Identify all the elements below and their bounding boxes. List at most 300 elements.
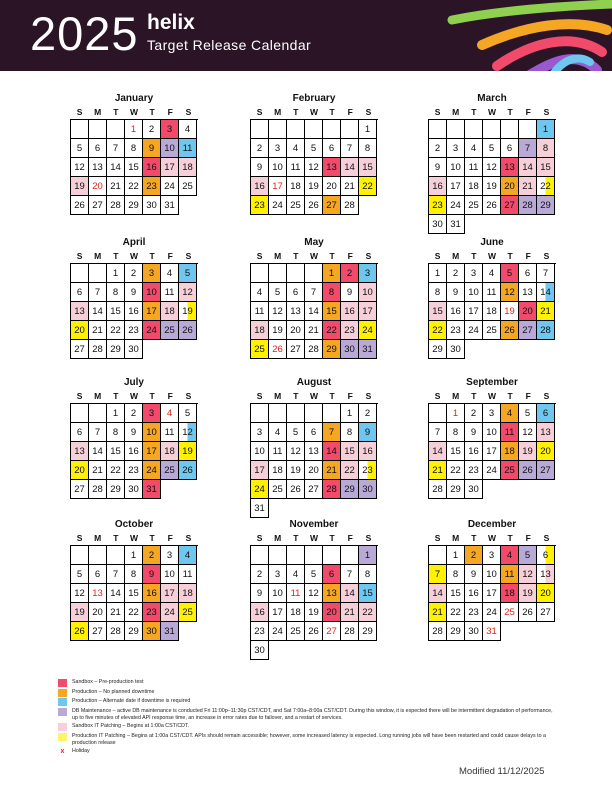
day-cell: 26: [179, 321, 197, 340]
empty-cell: [341, 546, 359, 565]
day-cell: 12: [71, 584, 89, 603]
month-grid: [428, 545, 556, 641]
day-cell: 14: [305, 302, 323, 321]
day-cell: 7: [89, 423, 107, 442]
weekday-label: T: [507, 107, 513, 117]
month-grid: [428, 403, 556, 499]
day-cell: 17: [483, 584, 501, 603]
day-cell: 1: [125, 120, 143, 139]
legend-swatch: [58, 708, 67, 716]
day-cell: 6: [537, 546, 555, 565]
day-cell: 13: [89, 584, 107, 603]
day-cell: 29: [429, 340, 447, 359]
empty-cell: [447, 120, 465, 139]
empty-cell: [287, 404, 305, 423]
day-cell: 1: [359, 546, 377, 565]
day-cell: 13: [537, 565, 555, 584]
day-cell: 13: [323, 584, 341, 603]
day-cell: 18: [179, 158, 197, 177]
empty-cell: [429, 546, 447, 565]
empty-cell: [71, 264, 89, 283]
day-cell: 26: [501, 321, 519, 340]
day-cell: 3: [143, 404, 161, 423]
weekday-label: W: [309, 251, 318, 261]
month-title: October: [114, 519, 154, 530]
day-cell: 24: [483, 603, 501, 622]
day-cell: 29: [107, 340, 125, 359]
day-cell: 1: [107, 404, 125, 423]
day-cell: 26: [71, 622, 89, 641]
day-cell: 24: [359, 321, 377, 340]
day-cell: 16: [359, 442, 377, 461]
day-cell: 8: [359, 565, 377, 584]
empty-cell: [179, 196, 197, 215]
empty-cell: [89, 120, 107, 139]
empty-cell: [287, 546, 305, 565]
day-cell: 20: [537, 442, 555, 461]
day-cell: 8: [107, 283, 125, 302]
day-cell: 10: [143, 283, 161, 302]
month-grid: [70, 263, 198, 359]
weekday-label: W: [129, 391, 138, 401]
legend-item-yellow: [58, 733, 558, 747]
weekday-label: M: [274, 107, 282, 117]
day-cell: 25: [287, 622, 305, 641]
day-cell: 4: [501, 546, 519, 565]
day-cell: 14: [537, 283, 555, 302]
legend-text: Sandbox – Pre-production test: [72, 679, 144, 685]
day-cell: 20: [89, 603, 107, 622]
weekday-label: S: [185, 533, 192, 543]
empty-cell: [429, 120, 447, 139]
empty-cell: [269, 404, 287, 423]
day-cell: 8: [341, 423, 359, 442]
weekday-label: M: [274, 251, 282, 261]
empty-cell: [251, 404, 269, 423]
empty-cell: [519, 622, 537, 641]
day-cell: 21: [107, 177, 125, 196]
weekday-label: T: [329, 107, 335, 117]
day-cell: 29: [125, 622, 143, 641]
day-cell: 4: [161, 264, 179, 283]
weekday-label: S: [76, 391, 83, 401]
weekday-label: T: [471, 533, 477, 543]
day-cell: 19: [483, 177, 501, 196]
day-cell: 19: [179, 442, 197, 461]
day-cell: 14: [429, 584, 447, 603]
day-cell: 17: [161, 158, 179, 177]
header-banner: [0, 0, 612, 71]
day-cell: 20: [305, 461, 323, 480]
day-cell: 19: [305, 603, 323, 622]
weekday-label: T: [507, 251, 513, 261]
day-cell: 7: [107, 565, 125, 584]
day-cell: 31: [161, 196, 179, 215]
month-january: [54, 92, 214, 215]
day-cell: 15: [125, 158, 143, 177]
day-cell: 16: [341, 302, 359, 321]
day-cell: 10: [269, 584, 287, 603]
weekday-label: S: [365, 533, 372, 543]
day-cell: 24: [483, 461, 501, 480]
day-cell: 1: [429, 264, 447, 283]
legend-holiday-text: Holiday: [72, 748, 90, 754]
day-cell: 5: [179, 264, 197, 283]
day-cell: 1: [323, 264, 341, 283]
empty-cell: [323, 546, 341, 565]
empty-cell: [179, 340, 197, 359]
empty-cell: [501, 622, 519, 641]
empty-cell: [89, 404, 107, 423]
day-cell: 2: [251, 565, 269, 584]
day-cell: 24: [251, 480, 269, 499]
weekday-label: T: [507, 391, 513, 401]
day-cell: 6: [287, 283, 305, 302]
day-cell: 23: [447, 321, 465, 340]
day-cell: 21: [305, 321, 323, 340]
day-cell: 12: [519, 423, 537, 442]
day-cell: 27: [537, 603, 555, 622]
day-cell: 19: [287, 461, 305, 480]
weekday-label: T: [471, 107, 477, 117]
day-cell: 5: [305, 139, 323, 158]
weekday-label: F: [347, 107, 353, 117]
day-cell: 19: [519, 442, 537, 461]
day-cell: 14: [519, 158, 537, 177]
day-cell: 2: [359, 404, 377, 423]
weekday-label: F: [525, 251, 531, 261]
day-cell: 24: [161, 603, 179, 622]
weekday-label: F: [525, 533, 531, 543]
empty-cell: [161, 340, 179, 359]
day-cell: 10: [161, 139, 179, 158]
day-cell: 30: [251, 641, 269, 660]
day-cell: 21: [429, 603, 447, 622]
empty-cell: [269, 264, 287, 283]
day-cell: 5: [179, 404, 197, 423]
empty-cell: [519, 340, 537, 359]
weekday-label: F: [167, 107, 173, 117]
empty-cell: [251, 264, 269, 283]
empty-cell: [465, 215, 483, 234]
day-cell: 14: [107, 584, 125, 603]
day-cell: 17: [251, 461, 269, 480]
legend-swatch: [58, 733, 67, 741]
day-cell: 5: [305, 565, 323, 584]
day-cell: 30: [429, 215, 447, 234]
empty-cell: [537, 480, 555, 499]
empty-cell: [161, 480, 179, 499]
weekday-label: W: [309, 533, 318, 543]
day-cell: 8: [359, 139, 377, 158]
day-cell: 5: [519, 546, 537, 565]
day-cell: 1: [341, 404, 359, 423]
day-cell: 29: [447, 622, 465, 641]
day-cell: 29: [107, 480, 125, 499]
month-march: [412, 92, 572, 234]
weekday-label: T: [149, 533, 155, 543]
day-cell: 8: [107, 423, 125, 442]
day-cell: 2: [125, 404, 143, 423]
day-cell: 27: [537, 461, 555, 480]
day-cell: 20: [323, 177, 341, 196]
day-cell: 2: [125, 264, 143, 283]
month-july: [54, 376, 214, 499]
weekday-label: W: [487, 251, 496, 261]
day-cell: 29: [341, 480, 359, 499]
day-cell: 12: [305, 584, 323, 603]
day-cell: 25: [161, 461, 179, 480]
day-cell: 10: [143, 423, 161, 442]
legend-swatch: [58, 723, 67, 731]
day-cell: 24: [161, 177, 179, 196]
empty-cell: [501, 340, 519, 359]
empty-cell: [323, 120, 341, 139]
day-cell: 27: [287, 340, 305, 359]
weekday-label: W: [487, 107, 496, 117]
empty-cell: [287, 120, 305, 139]
day-cell: 31: [359, 340, 377, 359]
day-cell: 12: [179, 423, 197, 442]
day-cell: 9: [359, 423, 377, 442]
empty-cell: [269, 120, 287, 139]
day-cell: 15: [359, 584, 377, 603]
day-cell: 12: [483, 158, 501, 177]
day-cell: 11: [179, 139, 197, 158]
day-cell: 9: [429, 158, 447, 177]
weekday-label: M: [274, 391, 282, 401]
day-cell: 1: [359, 120, 377, 139]
day-cell: 6: [71, 423, 89, 442]
weekday-label: F: [347, 533, 353, 543]
day-cell: 14: [89, 302, 107, 321]
day-cell: 15: [323, 302, 341, 321]
day-cell: 3: [359, 264, 377, 283]
day-cell: 3: [161, 120, 179, 139]
day-cell: 15: [107, 302, 125, 321]
brand-logo-text: helix: [147, 11, 195, 34]
empty-cell: [341, 641, 359, 660]
month-august: [234, 376, 394, 518]
day-cell: 28: [537, 321, 555, 340]
day-cell: 5: [269, 283, 287, 302]
weekday-label: S: [76, 107, 83, 117]
weekday-label: S: [256, 391, 263, 401]
month-title: April: [122, 237, 146, 248]
day-cell: 4: [179, 546, 197, 565]
day-cell: 18: [161, 302, 179, 321]
weekday-label: S: [365, 391, 372, 401]
empty-cell: [359, 641, 377, 660]
month-grid: [250, 263, 378, 359]
day-cell: 31: [447, 215, 465, 234]
day-cell: 1: [447, 404, 465, 423]
month-grid: [428, 263, 556, 359]
day-cell: 5: [501, 264, 519, 283]
day-cell: 27: [89, 196, 107, 215]
day-cell: 20: [287, 321, 305, 340]
decorative-swoosh: [412, 0, 612, 71]
empty-cell: [305, 546, 323, 565]
day-cell: 20: [71, 461, 89, 480]
day-cell: 29: [537, 196, 555, 215]
day-cell: 16: [251, 177, 269, 196]
empty-cell: [287, 264, 305, 283]
day-cell: 26: [519, 603, 537, 622]
day-cell: 27: [323, 196, 341, 215]
empty-cell: [251, 546, 269, 565]
weekday-label: T: [293, 107, 299, 117]
legend-text: DB Maintenance – active DB maintenance is conducted Fri 11:00p–11:30p CST/CDT, and Sat 7:00a–8:00a CST/CDT. During this window, it is expected there will be intermittent degradation of performance, up to five minutes of elevated API response time, an increase in error rates due to failover, and a restart of services.: [72, 707, 553, 721]
day-cell: 25: [161, 321, 179, 340]
empty-cell: [501, 120, 519, 139]
month-title: November: [289, 519, 339, 530]
empty-cell: [305, 499, 323, 518]
empty-cell: [107, 120, 125, 139]
calendar-subtitle: Target Release Calendar: [147, 37, 312, 53]
weekday-label: T: [293, 533, 299, 543]
day-cell: 17: [269, 603, 287, 622]
month-december: [412, 518, 572, 641]
weekday-label: M: [452, 533, 460, 543]
day-cell: 6: [323, 565, 341, 584]
day-cell: 10: [251, 442, 269, 461]
day-cell: 4: [465, 139, 483, 158]
weekday-label: M: [274, 533, 282, 543]
day-cell: 31: [143, 480, 161, 499]
weekday-label: M: [452, 391, 460, 401]
day-cell: 16: [143, 584, 161, 603]
day-cell: 25: [179, 177, 197, 196]
day-cell: 11: [179, 565, 197, 584]
empty-cell: [359, 196, 377, 215]
legend-text: Production – Alternate date if downtime is required: [72, 698, 191, 704]
day-cell: 24: [143, 461, 161, 480]
day-cell: 2: [143, 120, 161, 139]
day-cell: 17: [359, 302, 377, 321]
day-cell: 11: [161, 423, 179, 442]
day-cell: 23: [465, 461, 483, 480]
month-title: January: [114, 93, 154, 104]
weekday-label: F: [347, 251, 353, 261]
day-cell: 2: [465, 404, 483, 423]
weekday-label: T: [149, 391, 155, 401]
day-cell: 7: [519, 139, 537, 158]
day-cell: 30: [125, 340, 143, 359]
day-cell: 25: [501, 461, 519, 480]
empty-cell: [179, 622, 197, 641]
day-cell: 23: [125, 461, 143, 480]
weekday-label: S: [543, 391, 550, 401]
day-cell: 28: [341, 196, 359, 215]
month-november: [234, 518, 394, 660]
day-cell: 5: [71, 565, 89, 584]
weekday-label: S: [185, 107, 192, 117]
day-cell: 16: [125, 302, 143, 321]
weekday-label: F: [167, 533, 173, 543]
day-cell: 12: [519, 565, 537, 584]
legend: [58, 679, 558, 757]
month-title: July: [123, 377, 144, 388]
day-cell: 11: [161, 283, 179, 302]
day-cell: 29: [323, 340, 341, 359]
day-cell: 31: [483, 622, 501, 641]
empty-cell: [483, 480, 501, 499]
day-cell: 13: [305, 442, 323, 461]
day-cell: 14: [341, 158, 359, 177]
weekday-label: S: [434, 533, 441, 543]
legend-swatch: [58, 679, 67, 687]
weekday-label: T: [329, 251, 335, 261]
empty-cell: [537, 215, 555, 234]
empty-cell: [537, 340, 555, 359]
weekday-label: S: [543, 251, 550, 261]
empty-cell: [89, 264, 107, 283]
month-title: August: [296, 377, 332, 388]
day-cell: 13: [89, 158, 107, 177]
empty-cell: [501, 480, 519, 499]
day-cell: 30: [341, 340, 359, 359]
day-cell: 4: [483, 264, 501, 283]
day-cell: 9: [125, 283, 143, 302]
day-cell: 3: [447, 139, 465, 158]
legend-text: Production – No planned downtime: [72, 688, 155, 695]
empty-cell: [323, 641, 341, 660]
day-cell: 18: [287, 603, 305, 622]
day-cell: 15: [359, 158, 377, 177]
month-title: February: [292, 93, 336, 104]
legend-holiday: [58, 748, 558, 755]
day-cell: 21: [537, 302, 555, 321]
day-cell: 13: [323, 158, 341, 177]
weekday-label: T: [293, 251, 299, 261]
weekday-label: S: [434, 107, 441, 117]
day-cell: 7: [537, 264, 555, 283]
day-cell: 21: [429, 461, 447, 480]
day-cell: 22: [125, 177, 143, 196]
day-cell: 18: [287, 177, 305, 196]
weekday-label: F: [167, 391, 173, 401]
day-cell: 22: [359, 603, 377, 622]
day-cell: 23: [465, 603, 483, 622]
weekday-label: T: [149, 107, 155, 117]
month-grid: [250, 119, 378, 215]
day-cell: 8: [447, 423, 465, 442]
empty-cell: [71, 404, 89, 423]
empty-cell: [323, 404, 341, 423]
day-cell: 28: [519, 196, 537, 215]
day-cell: 6: [71, 283, 89, 302]
day-cell: 14: [341, 584, 359, 603]
day-cell: 17: [161, 584, 179, 603]
day-cell: 4: [161, 404, 179, 423]
day-cell: 11: [483, 283, 501, 302]
weekday-label: T: [113, 251, 119, 261]
day-cell: 3: [465, 264, 483, 283]
day-cell: 23: [143, 603, 161, 622]
month-grid: [70, 403, 198, 499]
weekday-label: W: [309, 107, 318, 117]
empty-cell: [341, 120, 359, 139]
day-cell: 23: [143, 177, 161, 196]
empty-cell: [305, 404, 323, 423]
weekday-label: S: [434, 391, 441, 401]
empty-cell: [71, 120, 89, 139]
day-cell: 29: [359, 622, 377, 641]
day-cell: 17: [269, 177, 287, 196]
day-cell: 6: [89, 565, 107, 584]
day-cell: 26: [269, 340, 287, 359]
